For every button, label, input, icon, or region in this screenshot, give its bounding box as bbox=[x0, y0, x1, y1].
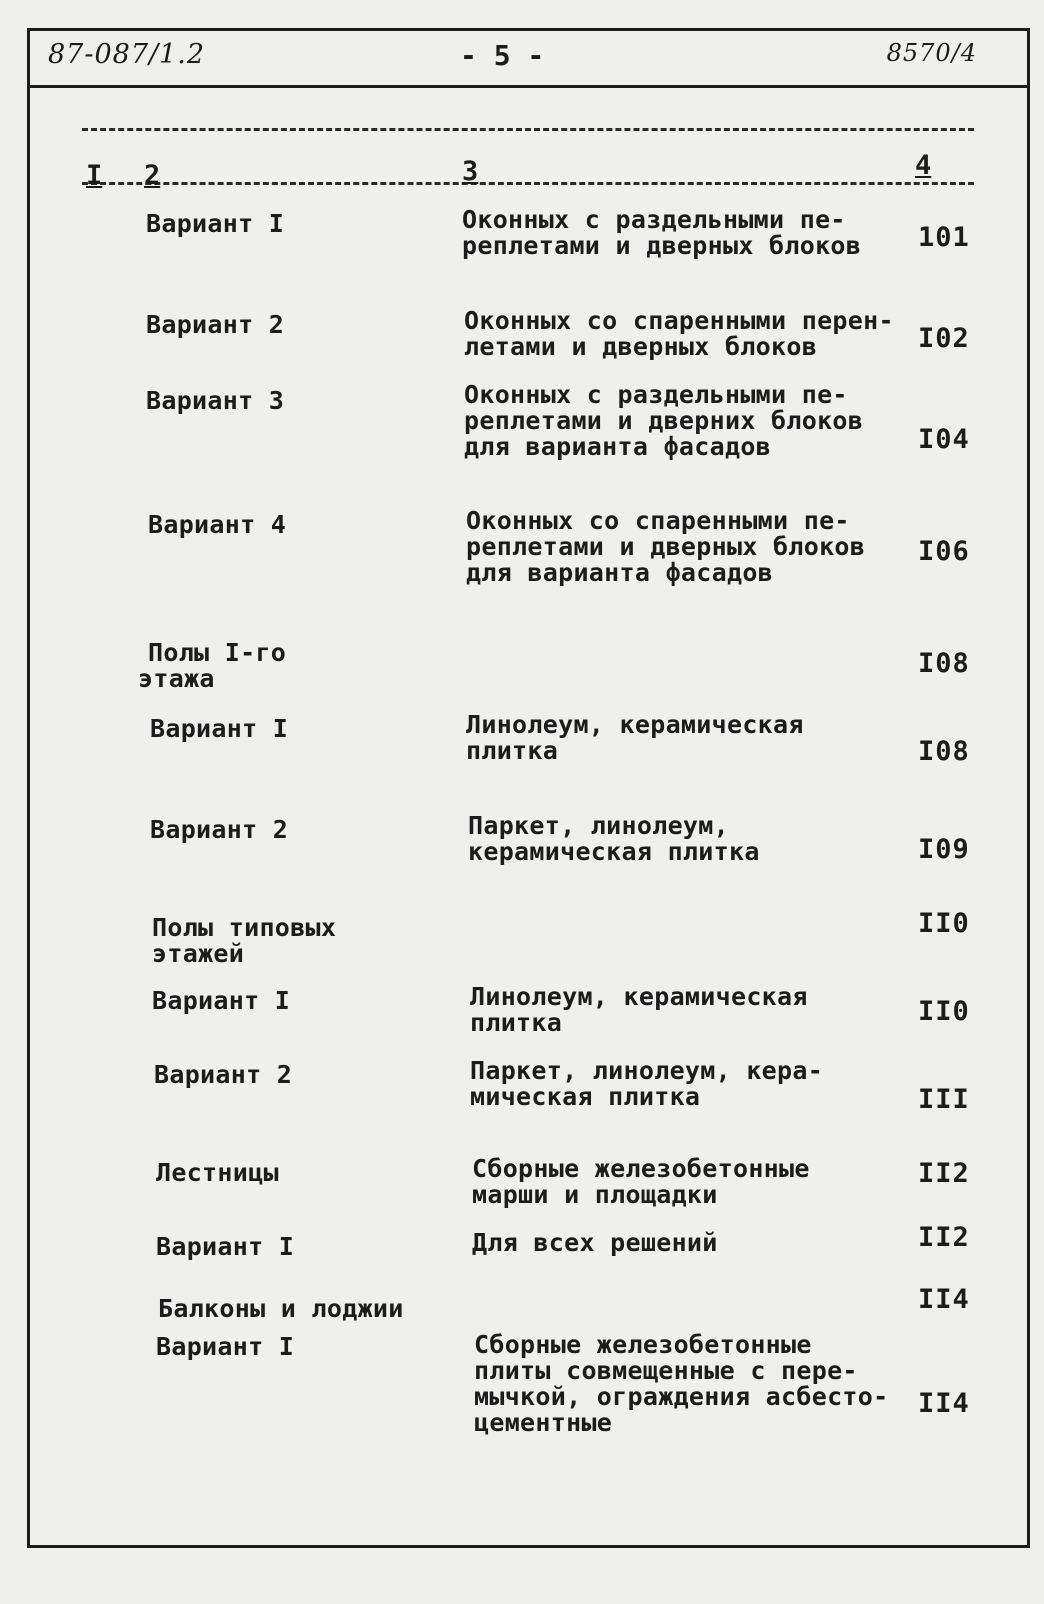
row-desc-line: Оконных с раздельными пе- bbox=[464, 380, 848, 409]
row-desc-line: Паркет, линолеум, кера- bbox=[470, 1056, 824, 1085]
column-header-rule bbox=[82, 182, 974, 185]
row-name: Вариант 3 bbox=[146, 386, 285, 415]
row-desc-line: Оконных со спаренными перен- bbox=[464, 306, 894, 335]
page-number: - 5 - bbox=[460, 39, 545, 72]
row-desc-line: Линолеум, керамическая bbox=[470, 982, 808, 1011]
row-page: I09 bbox=[918, 834, 970, 865]
row-page: II0 bbox=[918, 996, 970, 1027]
row-desc-line: для варианта фасадов bbox=[466, 558, 774, 587]
row-desc-line: Оконных с раздельными пе- bbox=[462, 205, 846, 234]
row-name: Полы типовых bbox=[152, 913, 337, 942]
row-page: I08 bbox=[918, 736, 970, 767]
row-desc-line: для варианта фасадов bbox=[464, 432, 772, 461]
row-desc-line: плитка bbox=[470, 1008, 563, 1037]
table-top-rule bbox=[82, 128, 974, 131]
row-page: II2 bbox=[918, 1158, 970, 1189]
column-3-number: 3 bbox=[462, 156, 479, 187]
row-page: II0 bbox=[918, 908, 970, 939]
row-name: Вариант 2 bbox=[146, 310, 285, 339]
row-desc-line: реплетами и дверных блоков bbox=[466, 532, 866, 561]
row-desc-line: мическая плитка bbox=[470, 1082, 701, 1111]
row-desc-line: мычкой, ограждения асбесто- bbox=[474, 1382, 889, 1411]
row-name: Балконы и лоджии bbox=[158, 1294, 404, 1323]
row-desc-line: цементные bbox=[474, 1408, 613, 1437]
row-desc-line: Оконных со спаренными пе- bbox=[466, 506, 850, 535]
row-page: II2 bbox=[918, 1222, 970, 1253]
row-desc-line: Паркет, линолеум, bbox=[468, 811, 729, 840]
row-page: I08 bbox=[918, 648, 970, 679]
row-desc-line: марши и площадки bbox=[472, 1180, 718, 1209]
row-page: I06 bbox=[918, 536, 970, 567]
row-name: Вариант I bbox=[150, 714, 289, 743]
row-desc-line: плитка bbox=[466, 736, 559, 765]
row-desc-line: Линолеум, керамическая bbox=[466, 710, 804, 739]
row-name: Вариант I bbox=[152, 986, 291, 1015]
row-desc-line: летами и дверных блоков bbox=[464, 332, 818, 361]
column-2-number: 2 bbox=[144, 160, 161, 191]
row-desc-line: реплетами и дверних блоков bbox=[464, 406, 864, 435]
row-name: Вариант I bbox=[146, 209, 285, 238]
row-desc-line: керамическая плитка bbox=[468, 837, 760, 866]
row-name: Лестницы bbox=[156, 1158, 279, 1187]
row-name: Вариант I bbox=[156, 1232, 295, 1261]
doc-code: 87-087/1.2 bbox=[48, 39, 206, 70]
row-desc-line: Сборные железобетонные bbox=[472, 1154, 810, 1183]
column-4-number: 4 bbox=[915, 150, 932, 181]
row-page: 101 bbox=[918, 222, 970, 253]
row-name: Вариант 2 bbox=[150, 815, 289, 844]
row-name: этажа bbox=[138, 664, 215, 693]
row-page: I02 bbox=[918, 323, 970, 354]
archive-code: 8570/4 bbox=[886, 39, 977, 67]
row-desc-line: Для всех решений bbox=[472, 1228, 718, 1257]
header-band bbox=[30, 31, 1027, 88]
row-page: III bbox=[918, 1084, 970, 1115]
row-desc-line: реплетами и дверных блоков bbox=[462, 231, 862, 260]
row-page: I04 bbox=[918, 424, 970, 455]
row-page: II4 bbox=[918, 1284, 970, 1315]
row-name: Полы I-го bbox=[148, 638, 287, 667]
row-name: этажей bbox=[152, 939, 245, 968]
row-name: Вариант I bbox=[156, 1332, 295, 1361]
row-desc-line: Сборные железобетонные bbox=[474, 1330, 812, 1359]
row-desc-line: плиты совмещенные с пере- bbox=[474, 1356, 858, 1385]
row-name: Вариант 4 bbox=[148, 510, 287, 539]
row-name: Вариант 2 bbox=[154, 1060, 293, 1089]
column-1-number: I bbox=[86, 160, 103, 191]
row-page: II4 bbox=[918, 1388, 970, 1419]
